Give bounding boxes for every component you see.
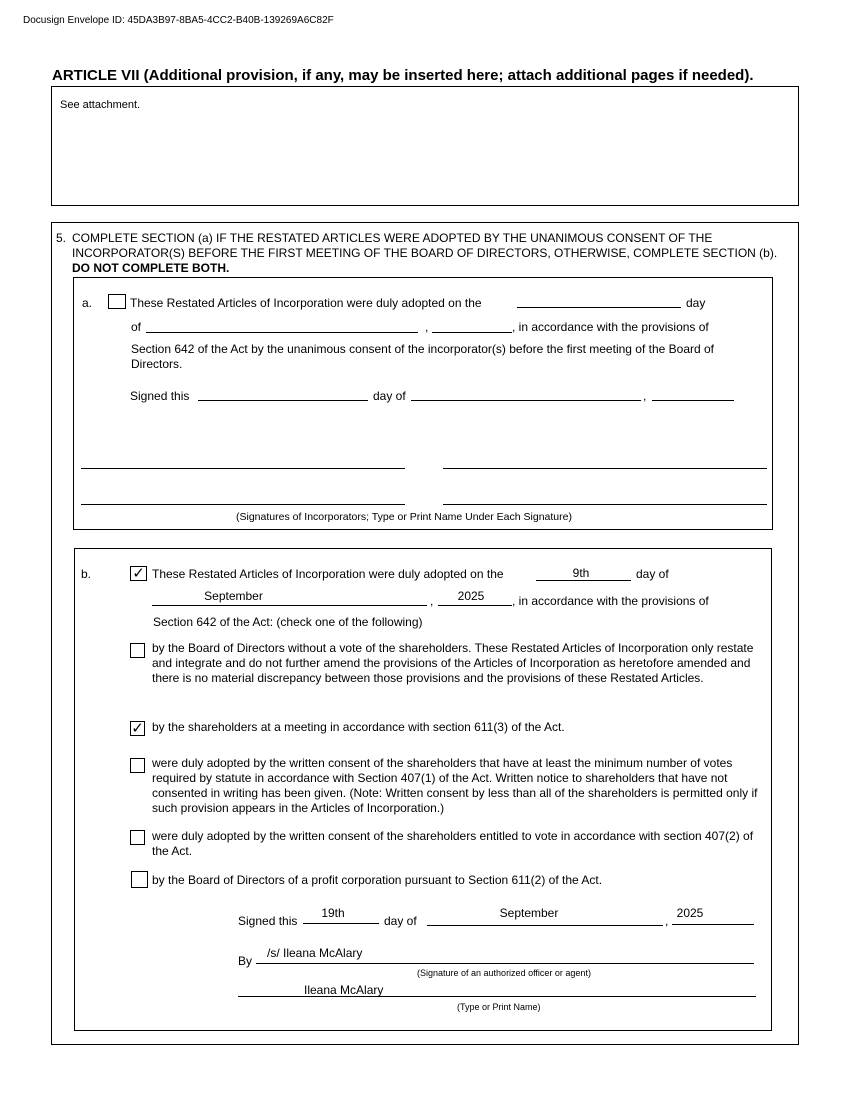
section-b-signed-year: 2025: [676, 906, 704, 920]
section-b-signed-day: 19th: [321, 906, 345, 920]
section-a-signed-month-line[interactable]: [411, 400, 641, 401]
section-b-checkbox[interactable]: ✓: [130, 566, 147, 581]
printed-name-caption: (Type or Print Name): [457, 1002, 541, 1012]
section-a-day-line[interactable]: [517, 307, 681, 308]
option-profit-corporation-text: by the Board of Directors of a profit corporation pursuant to Section 611(2) of the Act.: [152, 873, 603, 887]
option-written-consent-407-2-text: were duly adopted by the written consent of the shareholders entitled to vote in accordance with section 407(2) of the Act.: [152, 829, 754, 858]
section-5-instruction: [72, 231, 784, 276]
option-profit-corporation-checkbox[interactable]: [131, 871, 148, 888]
section-a-signed-year-line[interactable]: [652, 400, 734, 401]
option-written-consent-407-1-checkbox[interactable]: [130, 758, 145, 773]
section-a-of: of: [131, 320, 142, 334]
section-a-comma: ,: [425, 320, 429, 334]
section-a-signed-this: Signed this: [130, 389, 190, 403]
authorized-signature: /s/ Ileana McAlary: [267, 946, 363, 960]
section-a-year-line[interactable]: [432, 332, 512, 333]
article-vii-heading: ARTICLE VII (Additional provision, if any, may be inserted here; attach additional pages if needed).: [52, 67, 754, 84]
section-a-label: a.: [82, 296, 93, 310]
section-a-signed-day-line[interactable]: [198, 400, 368, 401]
section-b-label: b.: [81, 567, 92, 581]
section-b-day-of: day of: [636, 567, 669, 581]
section-b-text2: Section 642 of the Act: (check one of the following): [153, 615, 423, 629]
incorporator-signature-line-2[interactable]: [443, 468, 767, 469]
section-a-checkbox[interactable]: [108, 294, 126, 309]
article-vii-box[interactable]: [51, 86, 799, 206]
option-shareholders-meeting-text: by the shareholders at a meeting in accordance with section 611(3) of the Act.: [152, 720, 565, 734]
section-b-signed-day-of: day of: [384, 914, 417, 928]
section-b-adopted-year: 2025: [457, 589, 485, 603]
section-5-instruction-bold: DO NOT COMPLETE BOTH.: [72, 261, 230, 275]
section-b-signed-year-line[interactable]: [672, 924, 754, 925]
article-vii-content: See attachment.: [60, 99, 141, 111]
section-b-signed-comma: ,: [665, 914, 669, 928]
section-b-adopted-day: 9th: [572, 566, 590, 580]
section-b-adopted-day-line[interactable]: [536, 580, 631, 581]
section-a-accordance: , in accordance with the provisions of: [512, 320, 709, 334]
section-a-day-of: day of: [373, 389, 406, 403]
section-b-adopted-month-line[interactable]: [152, 605, 427, 606]
section-b-adopted-year-line[interactable]: [438, 605, 512, 606]
section-b-signed-day-line[interactable]: [303, 923, 379, 924]
section-a-text2: Section 642 of the Act by the unanimous consent of the incorporator(s) before the first meeting of the Board of Directors.: [131, 342, 715, 371]
section-b-adopted-month: September: [204, 589, 263, 603]
section-a-day-word: day: [686, 296, 706, 310]
option-board-without-vote-checkbox[interactable]: [130, 643, 145, 658]
section-5-number: 5.: [56, 231, 67, 245]
option-written-consent-407-1-text: were duly adopted by the written consent of the shareholders that have at least the minimum number of votes required by statute in accordance with Section 407(1) of the Act. Written notice to shareholders that have not consented in writing has been given. (Note: Written consent by less than all of the shareholders is permitted only if such provision appears in the Articles of Incorporation.): [152, 756, 758, 815]
printed-name: Ileana McAlary: [304, 983, 384, 997]
incorporator-name-line-1[interactable]: [81, 504, 405, 505]
by-label: By: [238, 954, 253, 968]
section-a-text1: These Restated Articles of Incorporation were duly adopted on the: [130, 296, 482, 310]
option-written-consent-407-2-checkbox[interactable]: [130, 830, 145, 845]
authorized-signature-caption: (Signature of an authorized officer or agent): [417, 968, 591, 978]
incorporators-caption: (Signatures of Incorporators; Type or Print Name Under Each Signature): [236, 511, 572, 523]
section-b-text1: These Restated Articles of Incorporation were duly adopted on the: [152, 567, 504, 581]
option-board-without-vote-text: by the Board of Directors without a vote of the shareholders. These Restated Articles of Incorporation only restate and integrate and do not further amend the provisions of the Articles of Incorporation as heretofore amended and there is no material discrepancy between those provisions and the provisions of these Restated Articles.: [152, 641, 754, 685]
envelope-id: Docusign Envelope ID: 45DA3B97-8BA5-4CC2-B40B-139269A6C82F: [23, 15, 334, 26]
section-5-instruction-text: COMPLETE SECTION (a) IF THE RESTATED ARTICLES WERE ADOPTED BY THE UNANIMOUS CONSENT OF THE INCORPORATOR(S) BEFORE THE FIRST MEETING OF THE BOARD OF DIRECTORS, OTHERWISE, COMPLETE SECTION (b).: [72, 231, 778, 260]
section-b-signed-month: September: [499, 906, 559, 920]
section-a-month-line[interactable]: [146, 332, 418, 333]
incorporator-signature-line-1[interactable]: [81, 468, 405, 469]
option-shareholders-meeting-checkbox[interactable]: ✓: [131, 719, 144, 737]
authorized-signature-line[interactable]: [256, 963, 754, 964]
incorporator-name-line-2[interactable]: [443, 504, 767, 505]
section-b-signed-this: Signed this: [238, 914, 298, 928]
section-b-accordance: , in accordance with the provisions of: [512, 594, 709, 608]
section-b-signed-month-line[interactable]: [427, 925, 663, 926]
